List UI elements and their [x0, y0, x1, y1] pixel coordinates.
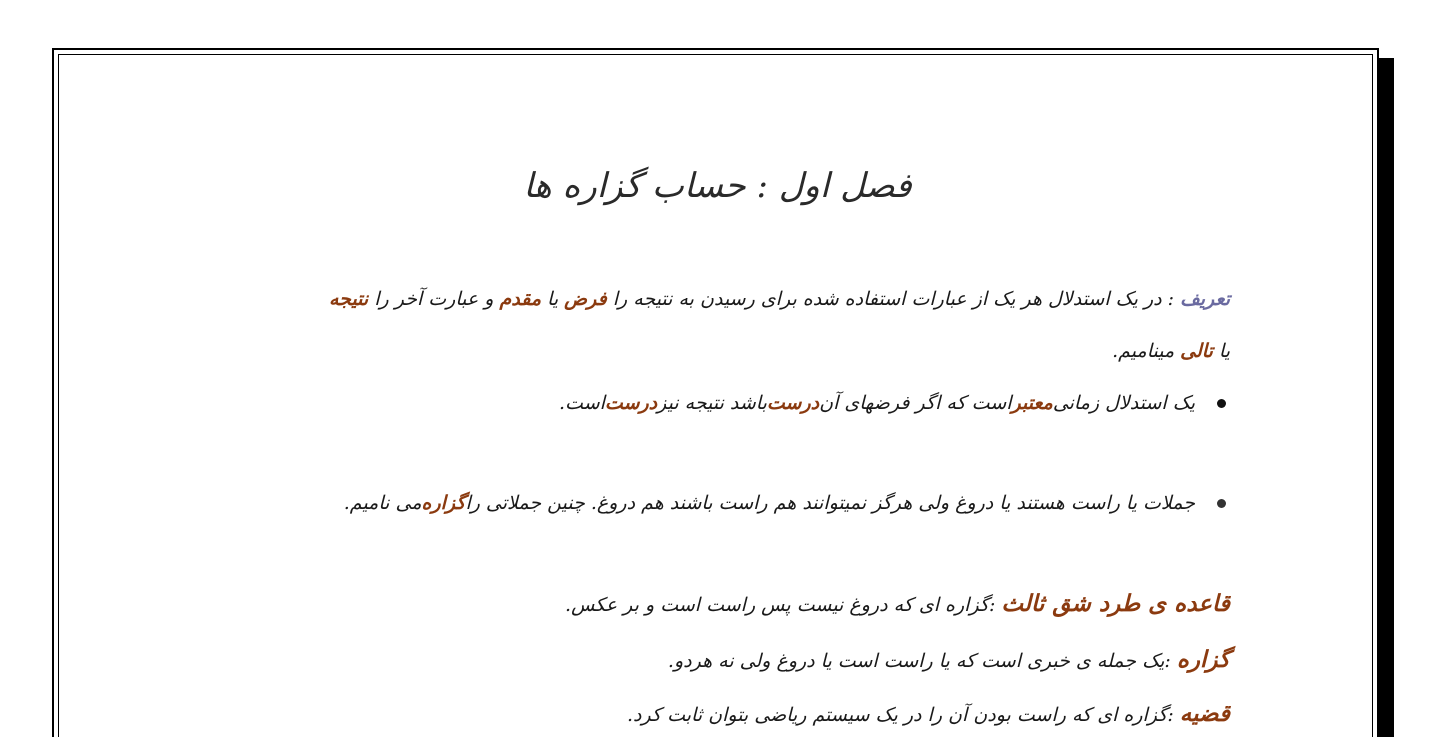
- keyword-conclusion: نتیجه: [329, 288, 369, 310]
- definition-text-1: در یک استدلال هر یک از عبارات استفاده شده برای رسیدن به نتیجه را: [606, 288, 1162, 310]
- definition-text-4: یا: [1212, 340, 1230, 362]
- keyword-proposition: گزاره: [421, 492, 466, 514]
- page-title: فصل اول : حساب گزاره ها: [523, 166, 912, 206]
- bullet1-text-4: است.: [559, 392, 605, 414]
- rule-label: قاعده ی طرد شق ثالث: [1001, 590, 1230, 617]
- keyword-consequent: تالی: [1180, 340, 1213, 362]
- theorem-label: قضیه: [1179, 700, 1230, 727]
- bullet1-text-3: باشد نتیجه نیز: [657, 392, 767, 414]
- definition-text-5: مینامیم.: [1112, 340, 1181, 362]
- proposition-text: :یک جمله ی خبری است که یا راست است یا دروغ ولی نه هردو.: [667, 650, 1177, 672]
- bullet-icon: [1217, 499, 1226, 508]
- theorem-line: [627, 700, 1230, 727]
- keyword-valid: معتبر: [1011, 392, 1053, 414]
- definition-text-3: و عبارت آخر را: [368, 288, 500, 310]
- definition-line-2: [1112, 340, 1230, 362]
- definition-text-2: یا: [541, 288, 565, 310]
- keyword-true-1: درست: [766, 392, 820, 414]
- list-item: [344, 492, 1230, 514]
- keyword-true-2: درست: [604, 392, 658, 414]
- bullet2-text-1: جملات یا راست هستند یا دروغ ولی هرگز نمیتوانند هم راست باشند هم دروغ. چنین جملاتی را: [465, 492, 1195, 514]
- bullet1-text-2: است که اگر فرضهای آن: [819, 392, 1012, 414]
- keyword-premise: فرض: [564, 288, 607, 310]
- list-item: [559, 392, 1230, 414]
- definition-label: تعریف: [1180, 288, 1230, 310]
- theorem-text: :گزاره ای که راست بودن آن را در یک سیستم ریاضی بتوان ثابت کرد.: [627, 704, 1180, 726]
- rule-text: :گزاره ای که دروغ نیست پس راست است و بر عکس.: [565, 594, 1002, 616]
- keyword-antecedent: مقدم: [499, 288, 542, 310]
- bullet1-text-1: یک استدلال زمانی: [1052, 392, 1195, 414]
- bullet2-text-2: می نامیم.: [343, 492, 422, 514]
- rule-line: [565, 590, 1230, 617]
- definition-separator: :: [1161, 288, 1181, 310]
- proposition-label: گزاره: [1176, 646, 1230, 673]
- definition-line-1: [329, 288, 1230, 310]
- bullet-icon: [1217, 399, 1226, 408]
- proposition-line: [668, 646, 1230, 673]
